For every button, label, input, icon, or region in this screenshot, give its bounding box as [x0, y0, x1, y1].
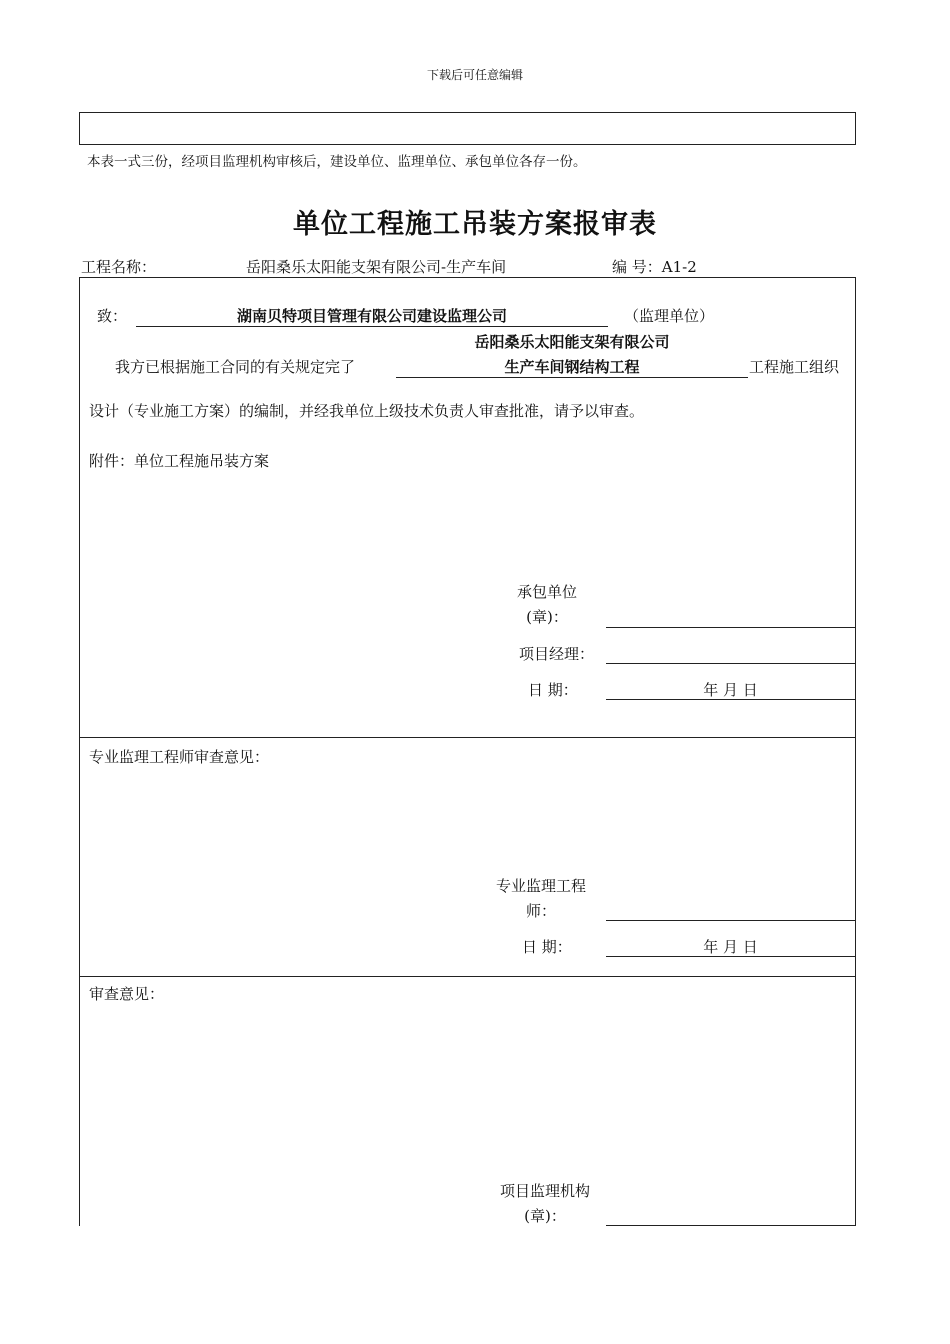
top-empty-box — [79, 112, 856, 145]
engineer-date-label: 日 期： — [522, 938, 572, 956]
header-note: 下载后可任意编辑 — [426, 68, 523, 82]
engineer-sign-line — [606, 920, 855, 921]
supervision-org-label: 项目监理机构 — [499, 1182, 590, 1200]
supervisor-suffix: （监理单位） — [624, 307, 715, 325]
contractor-seal-label: (章)： — [526, 608, 568, 626]
manager-sign-line — [606, 663, 855, 664]
to-label: 致： — [97, 307, 128, 325]
note-line: 本表一式三份，经项目监理机构审核后，建设单位、监理单位、承包单位各存一份。 — [87, 154, 587, 170]
supervision-org-seal-label: (章)： — [524, 1207, 566, 1225]
table-right-border — [855, 277, 856, 1226]
project-name-label: 工程名称： — [81, 258, 157, 276]
statement-line2: 设计（专业施工方案）的编制，并经我单位上级技术负责人审查批准，请予以审查。 — [89, 402, 645, 420]
section-divider-1 — [79, 737, 856, 738]
date-line — [606, 699, 855, 700]
statement-prefix: 我方已根据施工合同的有关规定完了 — [115, 358, 356, 376]
project-name-line1: 岳阳桑乐太阳能支架有限公司 — [474, 333, 670, 351]
attachment-text: 附件：单位工程施吊装方案 — [89, 452, 270, 470]
project-underline — [396, 377, 748, 378]
table-top-border — [79, 277, 856, 278]
engineer-date-value: 年 月 日 — [703, 938, 758, 956]
contractor-sign-line — [606, 627, 855, 628]
engineer-label-cont: 师： — [525, 902, 556, 920]
engineer-date-line — [606, 956, 855, 957]
section-divider-2 — [79, 976, 856, 977]
engineer-heading: 专业监理工程师审查意见： — [89, 748, 270, 766]
contractor-label: 承包单位 — [516, 583, 577, 601]
supervisor-underline — [136, 326, 608, 327]
date-value: 年 月 日 — [703, 681, 758, 699]
page-title: 单位工程施工吊装方案报审表 — [293, 209, 657, 240]
date-label: 日 期： — [528, 681, 578, 699]
supervisor-name: 湖南贝特项目管理有限公司建设监理公司 — [236, 307, 507, 325]
project-name-value: 岳阳桑乐太阳能支架有限公司-生产车间 — [246, 258, 507, 276]
review-heading: 审查意见： — [89, 985, 165, 1003]
project-number: 编 号：A1-2 — [612, 258, 697, 276]
manager-label: 项目经理： — [519, 645, 595, 663]
project-name-line2: 生产车间钢结构工程 — [504, 358, 640, 376]
engineer-label: 专业监理工程 — [495, 877, 586, 895]
supervision-org-sign-line — [606, 1225, 855, 1226]
table-left-border — [79, 277, 80, 1226]
statement-suffix: 工程施工组织 — [749, 358, 840, 376]
